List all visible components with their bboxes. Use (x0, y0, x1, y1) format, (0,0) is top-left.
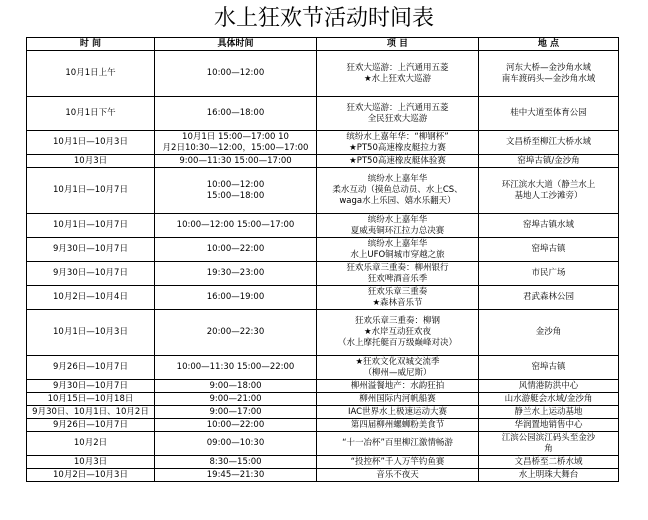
cell-location: 窑埠古镇水域 (479, 214, 619, 238)
cell-date: 10月3日 (27, 456, 155, 469)
table-row (27, 406, 619, 419)
cell-location: 窑埠古镇 (479, 356, 619, 380)
cell-event: 缤纷水上嘉年华 水上UFO铜城市穿越之旅 (317, 238, 479, 262)
header-date: 时 间 (27, 38, 155, 51)
header-row (27, 38, 619, 51)
cell-time: 10月1日 15:00—17:00 10 月2日10:30—12:00，15:00—17:00 (155, 131, 317, 155)
header-time: 具体时间 (155, 38, 317, 51)
cell-location: 窑埠古镇/金沙角 (479, 155, 619, 168)
cell-event: 狂欢乐章三重奏 ★森林音乐节 (317, 286, 479, 310)
cell-location: 华润置地销售中心 (479, 419, 619, 432)
cell-time: 9:00—17:00 (155, 406, 317, 419)
cell-date: 10月1日—10月3日 (27, 131, 155, 155)
cell-location: 风情港防洪中心 (479, 380, 619, 393)
cell-event: 狂欢乐章三重奏：柳州银行 狂欢啤酒音乐季 (317, 262, 479, 286)
cell-time: 10:00—22:00 (155, 419, 317, 432)
table-row (27, 356, 619, 380)
cell-event: 第四届柳州螺蛳粉美食节 (317, 419, 479, 432)
cell-time: 20:00—22:30 (155, 310, 317, 356)
schedule-rows (27, 51, 619, 482)
cell-event: 柳州国际内河帆船赛 (317, 393, 479, 406)
table-row (27, 214, 619, 238)
table-row (27, 262, 619, 286)
table-row (27, 469, 619, 482)
cell-date: 9月30日、10月1日、10月2日 (27, 406, 155, 419)
cell-date: 10月2日—10月4日 (27, 286, 155, 310)
cell-time: 10:00—12:00 (155, 51, 317, 97)
table-row (27, 97, 619, 131)
cell-time: 10:00—12:00 15:00—18:00 (155, 168, 317, 214)
cell-event: IAC世界水上极速运动大赛 (317, 406, 479, 419)
header-event: 项 目 (317, 38, 479, 51)
cell-event: “投控杯”千人万竿钓鱼赛 (317, 456, 479, 469)
cell-date: 10月1日—10月3日 (27, 310, 155, 356)
cell-time: 16:00—19:00 (155, 286, 317, 310)
cell-date: 10月3日 (27, 155, 155, 168)
table-row (27, 380, 619, 393)
cell-time: 19:30—23:00 (155, 262, 317, 286)
table-row (27, 238, 619, 262)
cell-date: 10月1日上午 (27, 51, 155, 97)
cell-event: 柳州溢餐地产：水韵狂拍 (317, 380, 479, 393)
cell-date: 10月2日 (27, 432, 155, 456)
cell-date: 9月26日—10月7日 (27, 356, 155, 380)
cell-event: 狂欢乐章三重奏：柳钢 ★水岸互动狂欢夜 （水上摩托艇百万级巅峰对决） (317, 310, 479, 356)
cell-event: 狂欢大巡游：上汽通用五菱 全民狂欢大巡游 (317, 97, 479, 131)
cell-location: 静兰水上运动基地 (479, 406, 619, 419)
cell-date: 10月1日下午 (27, 97, 155, 131)
cell-location: 窑埠古镇 (479, 238, 619, 262)
cell-time: 9:00—18:00 (155, 380, 317, 393)
table-row (27, 168, 619, 214)
cell-date: 10月15日—10月18日 (27, 393, 155, 406)
cell-location: 山水游艇会水域/金沙角 (479, 393, 619, 406)
cell-event: 缤纷水上嘉年华 夏威夷铜环江拉力总决赛 (317, 214, 479, 238)
cell-event: “十一冶杯”百里柳江激情畅游 (317, 432, 479, 456)
cell-time: 9:00—21:00 (155, 393, 317, 406)
cell-location: 河东大桥—金沙角水域 南车渡码头—金沙角水域 (479, 51, 619, 97)
cell-location: 江滨公园滨江码头至金沙 角 (479, 432, 619, 456)
cell-time: 19:45—21:30 (155, 469, 317, 482)
table-row (27, 286, 619, 310)
cell-location: 君武森林公园 (479, 286, 619, 310)
cell-date: 10月2日—10月3日 (27, 469, 155, 482)
table-row (27, 393, 619, 406)
cell-time: 8:30—15:00 (155, 456, 317, 469)
cell-location: 文昌桥至二桥水域 (479, 456, 619, 469)
cell-event: 缤纷水上嘉年华：“柳钢杯” ★PT50高速橡皮艇拉力赛 (317, 131, 479, 155)
table-row (27, 131, 619, 155)
cell-date: 10月1日—10月7日 (27, 214, 155, 238)
table-row (27, 456, 619, 469)
table-row (27, 155, 619, 168)
cell-date: 9月30日—10月7日 (27, 262, 155, 286)
cell-date: 9月30日—10月7日 (27, 380, 155, 393)
cell-location: 环江滨水大道（静兰水上 基地人工沙滩旁） (479, 168, 619, 214)
cell-event: 狂欢大巡游：上汽通用五菱 ★水上狂欢大巡游 (317, 51, 479, 97)
cell-time: 10:00—11:30 15:00—22:00 (155, 356, 317, 380)
cell-date: 10月1日—10月7日 (27, 168, 155, 214)
cell-location: 水上明珠大舞台 (479, 469, 619, 482)
table-row (27, 432, 619, 456)
cell-event: ★PT50高速橡皮艇体验赛 (317, 155, 479, 168)
cell-time: 16:00—18:00 (155, 97, 317, 131)
cell-location: 市民广场 (479, 262, 619, 286)
cell-event: 缤纷水上嘉年华 柔水互动（摸鱼总动员、水上CS、 waga水上乐园、嬉水乐翻天） (317, 168, 479, 214)
cell-time: 9:00—11:30 15:00—17:00 (155, 155, 317, 168)
page-title: 水上狂欢节活动时间表 (213, 6, 434, 31)
cell-date: 9月30日—10月7日 (27, 238, 155, 262)
cell-location: 金沙角 (479, 310, 619, 356)
table-row (27, 419, 619, 432)
cell-location: 桂中大道至体育公园 (479, 97, 619, 131)
cell-event: 音乐不夜天 (317, 469, 479, 482)
cell-date: 9月26日—10月7日 (27, 419, 155, 432)
cell-time: 10:00—22:00 (155, 238, 317, 262)
schedule-table (26, 37, 619, 482)
table-row (27, 51, 619, 97)
table-row (27, 310, 619, 356)
cell-location: 文昌桥至柳江大桥水域 (479, 131, 619, 155)
cell-time: 09:00—10:30 (155, 432, 317, 456)
cell-time: 10:00—12:00 15:00—17:00 (155, 214, 317, 238)
header-location: 地 点 (479, 38, 619, 51)
cell-event: ★狂欢文化双城交流季 （柳州—威尼斯） (317, 356, 479, 380)
